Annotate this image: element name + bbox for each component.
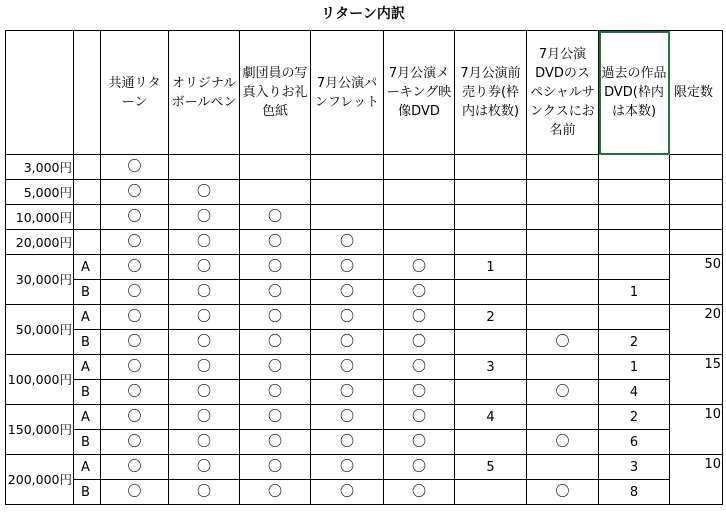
table-cell[interactable]: 〇 <box>527 380 599 405</box>
limit-cell[interactable] <box>670 205 723 230</box>
table-cell[interactable] <box>527 280 599 305</box>
limit-cell[interactable]: 10 <box>670 405 723 455</box>
table-cell[interactable]: 〇 <box>240 380 311 405</box>
table-cell[interactable] <box>527 405 599 430</box>
table-cell[interactable] <box>599 255 670 280</box>
table-cell[interactable]: 〇 <box>101 430 169 455</box>
table-cell[interactable]: 1 <box>599 355 670 380</box>
table-cell[interactable]: 〇 <box>101 155 169 180</box>
table-row <box>6 305 723 330</box>
table-cell[interactable]: 〇 <box>240 205 311 230</box>
sub-label-cell[interactable]: A <box>74 355 101 380</box>
table-row <box>6 155 723 180</box>
table-cell[interactable] <box>311 155 384 180</box>
table-cell[interactable] <box>455 180 527 205</box>
table-cell[interactable]: 〇 <box>240 355 311 380</box>
table-cell[interactable]: 〇 <box>384 480 455 505</box>
table-cell[interactable]: 〇 <box>311 455 384 480</box>
table-cell[interactable]: 1 <box>599 280 670 305</box>
amount-cell[interactable]: 50,000円 <box>6 305 74 355</box>
table-cell[interactable]: 〇 <box>384 280 455 305</box>
table-cell[interactable]: 4 <box>599 380 670 405</box>
table-row <box>6 330 723 355</box>
table-cell[interactable]: 〇 <box>240 430 311 455</box>
sheet-title: リターン内訳 <box>321 6 405 22</box>
table-cell[interactable]: 〇 <box>527 480 599 505</box>
table-cell[interactable]: 〇 <box>169 480 240 505</box>
table-cell[interactable] <box>599 155 670 180</box>
table-row <box>6 355 723 380</box>
table-cell[interactable]: 〇 <box>311 430 384 455</box>
table-cell[interactable]: 〇 <box>169 380 240 405</box>
table-cell[interactable] <box>455 380 527 405</box>
table-cell[interactable]: 〇 <box>384 455 455 480</box>
table-cell[interactable]: 〇 <box>311 355 384 380</box>
amount-cell[interactable]: 3,000円 <box>6 155 74 180</box>
sub-label-cell[interactable]: A <box>74 255 101 280</box>
table-row <box>6 380 723 405</box>
sub-label-cell[interactable]: B <box>74 380 101 405</box>
column-header-cell[interactable]: 劇団員の写真入りお礼色紙 <box>240 31 311 155</box>
table-cell[interactable] <box>311 205 384 230</box>
limit-cell[interactable]: 15 <box>670 355 723 405</box>
sub-label-cell[interactable] <box>74 155 101 180</box>
table-cell[interactable] <box>311 180 384 205</box>
amount-cell[interactable]: 5,000円 <box>6 180 74 205</box>
table-cell[interactable]: 〇 <box>240 455 311 480</box>
table-cell[interactable]: 〇 <box>311 255 384 280</box>
table-cell[interactable]: 〇 <box>311 380 384 405</box>
table-row <box>6 230 723 255</box>
table-cell[interactable] <box>527 305 599 330</box>
table-cell[interactable] <box>599 230 670 255</box>
sub-label-cell[interactable]: A <box>74 455 101 480</box>
table-row <box>6 180 723 205</box>
table-cell[interactable] <box>455 155 527 180</box>
table-cell[interactable]: 〇 <box>169 355 240 380</box>
table-cell[interactable]: 〇 <box>101 480 169 505</box>
table-cell[interactable]: 〇 <box>240 230 311 255</box>
table-cell[interactable] <box>169 155 240 180</box>
table-cell[interactable]: 〇 <box>101 205 169 230</box>
limit-cell[interactable] <box>670 230 723 255</box>
table-cell[interactable] <box>599 205 670 230</box>
table-cell[interactable]: 〇 <box>101 280 169 305</box>
table-cell[interactable] <box>527 155 599 180</box>
table-cell[interactable]: 〇 <box>169 455 240 480</box>
table-cell[interactable]: 〇 <box>527 430 599 455</box>
table-cell[interactable] <box>240 180 311 205</box>
amount-cell[interactable]: 200,000円 <box>6 455 74 505</box>
table-cell[interactable]: 〇 <box>169 405 240 430</box>
table-cell[interactable]: 1 <box>455 255 527 280</box>
limit-cell[interactable]: 50 <box>670 255 723 305</box>
column-header-cell[interactable]: 7月公演メーキング映像DVD <box>384 31 455 155</box>
amount-cell[interactable]: 100,000円 <box>6 355 74 405</box>
table-cell[interactable]: 2 <box>599 405 670 430</box>
table-cell[interactable]: 〇 <box>101 305 169 330</box>
table-row <box>6 405 723 430</box>
table-cell[interactable]: 3 <box>599 455 670 480</box>
table-cell[interactable]: 〇 <box>101 455 169 480</box>
table-row <box>6 480 723 505</box>
table-cell[interactable]: 〇 <box>240 330 311 355</box>
table-cell[interactable]: 〇 <box>311 230 384 255</box>
amount-cell[interactable]: 30,000円 <box>6 255 74 305</box>
table-cell[interactable]: 〇 <box>384 430 455 455</box>
limit-cell[interactable]: 10 <box>670 455 723 505</box>
limit-cell[interactable]: 20 <box>670 305 723 355</box>
column-header-cell[interactable]: 過去の作品DVD(枠内は本数) <box>599 31 670 155</box>
table-cell[interactable]: 〇 <box>169 180 240 205</box>
column-header-cell[interactable] <box>6 31 74 155</box>
table-cell[interactable]: 〇 <box>311 330 384 355</box>
table-cell[interactable]: 〇 <box>384 255 455 280</box>
table-cell[interactable]: 4 <box>455 405 527 430</box>
table-cell[interactable]: 〇 <box>240 280 311 305</box>
table-cell[interactable]: 〇 <box>169 280 240 305</box>
table-cell[interactable]: 〇 <box>240 480 311 505</box>
sub-label-cell[interactable]: A <box>74 405 101 430</box>
table-cell[interactable] <box>384 155 455 180</box>
table-cell[interactable]: 〇 <box>384 305 455 330</box>
sub-label-cell[interactable] <box>74 230 101 255</box>
table-cell[interactable]: 〇 <box>384 380 455 405</box>
table-cell[interactable]: 〇 <box>169 430 240 455</box>
table-cell[interactable]: 5 <box>455 455 527 480</box>
sub-label-cell[interactable] <box>74 180 101 205</box>
table-cell[interactable] <box>384 205 455 230</box>
table-cell[interactable]: 〇 <box>240 255 311 280</box>
table-row <box>6 280 723 305</box>
table-cell[interactable] <box>527 455 599 480</box>
column-header-cell[interactable]: 限定数 <box>670 31 723 155</box>
table-cell[interactable]: 2 <box>455 305 527 330</box>
table-cell[interactable]: 〇 <box>169 255 240 280</box>
column-header-cell[interactable]: 7月公演前売り券(枠内は枚数) <box>455 31 527 155</box>
table-cell[interactable]: 〇 <box>169 305 240 330</box>
table-cell[interactable] <box>527 355 599 380</box>
table-cell[interactable]: 〇 <box>311 480 384 505</box>
amount-cell[interactable]: 150,000円 <box>6 405 74 455</box>
table-cell[interactable] <box>455 205 527 230</box>
column-header-cell[interactable]: 7月公演DVDのスペシャルサンクスにお名前 <box>527 31 599 155</box>
table-cell[interactable]: 〇 <box>240 405 311 430</box>
table-cell[interactable] <box>384 180 455 205</box>
table-cell[interactable]: 〇 <box>101 355 169 380</box>
table-row <box>6 430 723 455</box>
table-row <box>6 255 723 280</box>
table-cell[interactable] <box>240 155 311 180</box>
table-cell[interactable] <box>599 305 670 330</box>
table-cell[interactable]: 〇 <box>384 355 455 380</box>
table-cell[interactable] <box>527 205 599 230</box>
table-cell[interactable] <box>455 230 527 255</box>
table-cell[interactable]: 〇 <box>101 405 169 430</box>
column-header-cell[interactable] <box>74 31 101 155</box>
table-cell[interactable] <box>455 280 527 305</box>
header-row <box>6 31 723 155</box>
return-breakdown-table <box>5 30 723 505</box>
table-cell[interactable]: 〇 <box>240 305 311 330</box>
table-cell[interactable]: 〇 <box>311 305 384 330</box>
table-row <box>6 205 723 230</box>
table-cell[interactable] <box>455 330 527 355</box>
sub-label-cell[interactable]: A <box>74 305 101 330</box>
table-cell[interactable]: 〇 <box>169 230 240 255</box>
table-cell[interactable]: 〇 <box>169 330 240 355</box>
table-cell[interactable]: 〇 <box>169 205 240 230</box>
table-cell[interactable] <box>527 255 599 280</box>
table-cell[interactable]: 〇 <box>101 180 169 205</box>
limit-cell[interactable] <box>670 180 723 205</box>
table-cell[interactable]: 〇 <box>101 255 169 280</box>
table-cell[interactable] <box>455 430 527 455</box>
table-cell[interactable] <box>384 230 455 255</box>
sub-label-cell[interactable] <box>74 205 101 230</box>
sub-label-cell[interactable]: B <box>74 330 101 355</box>
amount-cell[interactable]: 10,000円 <box>6 205 74 230</box>
limit-cell[interactable] <box>670 155 723 180</box>
table-cell[interactable]: 〇 <box>384 330 455 355</box>
table-cell[interactable]: 〇 <box>101 330 169 355</box>
table-cell[interactable]: 〇 <box>311 280 384 305</box>
sub-label-cell[interactable]: B <box>74 280 101 305</box>
table-cell[interactable] <box>599 180 670 205</box>
table-cell[interactable]: 〇 <box>527 330 599 355</box>
table-cell[interactable]: 6 <box>599 430 670 455</box>
table-cell[interactable] <box>527 180 599 205</box>
table-cell[interactable]: 〇 <box>384 405 455 430</box>
table-cell[interactable]: 〇 <box>101 380 169 405</box>
table-cell[interactable]: 〇 <box>311 405 384 430</box>
table-cell[interactable] <box>527 230 599 255</box>
table-cell[interactable]: 〇 <box>101 230 169 255</box>
sub-label-cell[interactable]: B <box>74 480 101 505</box>
table-row <box>6 455 723 480</box>
table-cell[interactable] <box>455 480 527 505</box>
column-header-cell[interactable]: 7月公演パンフレット <box>311 31 384 155</box>
sub-label-cell[interactable]: B <box>74 430 101 455</box>
table-cell[interactable]: 3 <box>455 355 527 380</box>
column-header-cell[interactable]: オリジナルボールペン <box>169 31 240 155</box>
amount-cell[interactable]: 20,000円 <box>6 230 74 255</box>
column-header-cell[interactable]: 共通リターン <box>101 31 169 155</box>
table-cell[interactable]: 2 <box>599 330 670 355</box>
table-cell[interactable]: 8 <box>599 480 670 505</box>
